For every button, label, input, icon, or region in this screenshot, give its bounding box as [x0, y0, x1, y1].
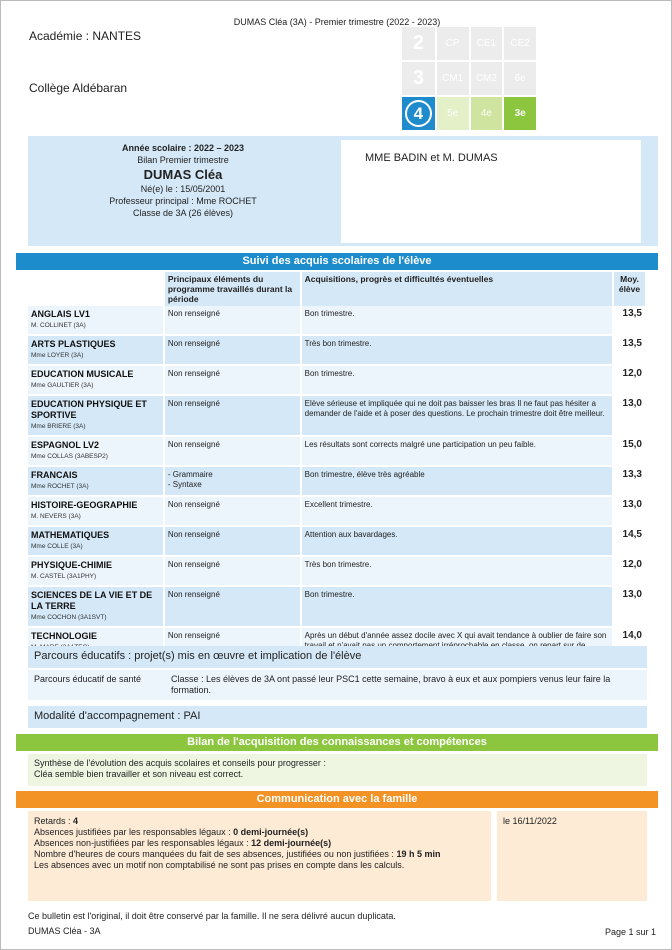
- level-cell: CE2: [504, 27, 536, 60]
- document-title: DUMAS Cléa (3A) - Premier trimestre (2022 - 2023): [233, 17, 441, 27]
- birth-date: Né(e) le : 15/05/2001: [140, 184, 226, 194]
- header-average: Moy. élève: [613, 272, 646, 306]
- teacher-comment: Très bon trimestre.: [301, 335, 613, 365]
- subject-teacher: Mme COCHON (3A1SVT): [31, 614, 107, 621]
- subject-cell: [28, 395, 164, 436]
- subject-name: HISTOIRE-GEOGRAPHIE: [31, 500, 138, 510]
- subject-teacher: Mme GAULTIER (3A): [31, 382, 94, 389]
- absences-unjustified-line: [34, 838, 485, 849]
- teacher-comment: Attention aux bavardages.: [301, 526, 613, 556]
- level-cell: CP: [437, 27, 469, 60]
- cycle-number: 2: [402, 27, 435, 60]
- header-blank: [28, 272, 164, 306]
- parcours-header: Parcours éducatifs : projet(s) mis en œuvre et implication de l'élève: [28, 646, 647, 668]
- cycle-grid: [402, 27, 538, 132]
- subject-name: ESPAGNOL LV2: [31, 440, 100, 450]
- subject-row: [28, 496, 646, 526]
- program-elements: Non renseigné: [164, 496, 301, 526]
- teacher-comment: Bon trimestre, élève très agréable: [301, 466, 613, 496]
- subject-average: 13,0: [613, 496, 646, 526]
- cycle-row-2: [402, 27, 538, 60]
- grades-header-row: [28, 272, 646, 306]
- subject-row: [28, 526, 646, 556]
- level-cell: 4e: [471, 97, 503, 130]
- header-acquisitions: Acquisitions, progrès et difficultés éventuelles: [301, 272, 613, 306]
- communication-banner: Communication avec la famille: [16, 791, 658, 808]
- program-elements: Non renseigné: [164, 306, 301, 335]
- subject-name: ANGLAIS LV1: [31, 309, 90, 319]
- footer-student: DUMAS Cléa - 3A: [28, 926, 101, 936]
- subject-name: ARTS PLASTIQUES: [31, 339, 116, 349]
- absences-justified-value: 0 demi-journée(s): [233, 827, 309, 837]
- program-elements: Non renseigné: [164, 586, 301, 627]
- cycle-row-3: [402, 62, 538, 95]
- active-cycle-badge: [402, 97, 435, 130]
- subject-name: EDUCATION MUSICALE: [31, 369, 134, 379]
- subject-average: 13,3: [613, 466, 646, 496]
- subject-name: SCIENCES DE LA VIE ET DE LA TERRE: [31, 590, 153, 611]
- program-elements: Non renseigné: [164, 436, 301, 466]
- bilan-box: [28, 754, 647, 786]
- retards-line: [34, 816, 485, 827]
- subject-row: [28, 436, 646, 466]
- header-elements: Principaux éléments du programme travaillés durant la période: [164, 272, 301, 306]
- footer-original-notice: Ce bulletin est l'original, il doit être conservé par la famille. Il ne sera délivré aucun duplicata.: [28, 911, 396, 921]
- page-number: Page 1 sur 1: [604, 927, 656, 937]
- absences-justified-label: Absences justifiées par les responsables légaux :: [34, 827, 234, 837]
- parcours-label: Parcours éducatif de santé: [34, 674, 142, 684]
- subject-cell: [28, 306, 164, 335]
- missed-hours-value: 19 h 5 min: [396, 849, 441, 859]
- teacher-comment: Bon trimestre.: [301, 365, 613, 395]
- subject-average: 12,0: [613, 365, 646, 395]
- subject-cell: [28, 586, 164, 627]
- program-elements: - Grammaire - Syntaxe: [164, 466, 301, 496]
- modalite-accompagnement: Modalité d'accompagnement : PAI: [28, 706, 647, 728]
- parcours-row: [28, 670, 647, 700]
- subject-average: 13,5: [613, 335, 646, 365]
- bilan-line-1: Synthèse de l'évolution des acquis scolaires et conseils pour progresser :: [34, 758, 326, 768]
- main-teacher: Professeur principal : Mme ROCHET: [109, 196, 257, 206]
- subject-cell: [28, 436, 164, 466]
- subject-teacher: Mme COLLAS (3ABESP2): [31, 453, 108, 460]
- grades-table: [28, 272, 647, 666]
- subject-teacher: Mme COLLE (3A): [31, 543, 83, 550]
- absences-unjustified-label: Absences non-justifiées par les responsables légaux :: [34, 838, 252, 848]
- school-year: Année scolaire : 2022 – 2023: [121, 143, 245, 153]
- bilan-line-2: Cléa semble bien travailler et son niveau est correct.: [34, 769, 244, 779]
- college-name: Collège Aldébaran: [29, 81, 128, 95]
- missed-hours-line: [34, 849, 485, 860]
- subject-row: [28, 586, 646, 627]
- retards-label: Retards :: [34, 816, 74, 826]
- bilan-banner: Bilan de l'acquisition des connaissances et compétences: [16, 734, 658, 751]
- subject-name: TECHNOLOGIE: [31, 631, 98, 641]
- student-info: [28, 142, 338, 219]
- teacher-comment: Après un début d'année assez docile avec X qui avait tendance à oublier de faire son: [301, 627, 613, 665]
- subject-teacher: Mme LOYER (3A): [31, 352, 84, 359]
- program-elements: Non renseigné: [164, 335, 301, 365]
- parents-box: MME BADIN et M. DUMAS: [341, 140, 641, 243]
- teacher-comment: Excellent trimestre.: [301, 496, 613, 526]
- teacher-comment: Très bon trimestre.: [301, 556, 613, 586]
- subject-average: 14,0: [613, 627, 646, 665]
- subject-teacher: M. COLLINET (3A): [31, 322, 86, 329]
- level-cell: 5e: [437, 97, 469, 130]
- program-elements: Non renseigné: [164, 526, 301, 556]
- active-level-cell: 3e: [504, 97, 536, 130]
- subject-name: MATHEMATIQUES: [31, 530, 110, 540]
- parcours-text: Classe : Les élèves de 3A ont passé leur PSC1 cette semaine, bravo à eux et aux pompiers venus leur faire la formation.: [171, 674, 611, 695]
- subject-row: [28, 556, 646, 586]
- missed-hours-label: Nombre d'heures de cours manquées du fait de ses absences, justifiées ou non justifiées :: [34, 849, 397, 859]
- period-label: Bilan Premier trimestre: [137, 155, 229, 165]
- program-elements: Non renseigné: [164, 556, 301, 586]
- subject-teacher: M. CASTEL (3A1PHY): [31, 573, 97, 580]
- subject-name: FRANCAIS: [31, 470, 78, 480]
- program-elements: Non renseigné: [164, 395, 301, 436]
- active-cycle-number: 4: [405, 100, 432, 127]
- subject-teacher: M. NEVERS (3A): [31, 513, 81, 520]
- level-cell: 6e: [504, 62, 536, 95]
- level-cell: CM1: [437, 62, 469, 95]
- absences-unjustified-value: 12 demi-journée(s): [251, 838, 332, 848]
- suivi-banner: Suivi des acquis scolaires de l'élève: [16, 253, 658, 270]
- subject-average: 13,0: [613, 395, 646, 436]
- subject-cell: [28, 526, 164, 556]
- cycle-row-4: [402, 97, 538, 130]
- communication-date: le 16/11/2022: [503, 816, 557, 826]
- program-elements: Non renseigné: [164, 365, 301, 395]
- subject-average: 15,0: [613, 436, 646, 466]
- subject-row: [28, 306, 646, 335]
- student-name: DUMAS Cléa: [143, 167, 223, 182]
- level-cell: CM2: [471, 62, 503, 95]
- subject-teacher: Mme ROCHET (3A): [31, 483, 89, 490]
- teacher-comment: Les résultats sont corrects malgré une participation un peu faible.: [301, 436, 613, 466]
- teacher-comment: Bon trimestre.: [301, 306, 613, 335]
- absences-note: Les absences avec un motif non comptabilisé ne sont pas prises en compte dans les calculs.: [34, 860, 405, 870]
- subject-cell: [28, 365, 164, 395]
- subject-average: 13,5: [613, 306, 646, 335]
- subject-name: PHYSIQUE-CHIMIE: [31, 560, 113, 570]
- teacher-comment: Bon trimestre.: [301, 586, 613, 627]
- program-elements: Non renseigné: [164, 627, 301, 665]
- subject-cell: [28, 335, 164, 365]
- subject-average: 12,0: [613, 556, 646, 586]
- class-label: Classe de 3A (26 élèves): [132, 208, 234, 218]
- subject-row: [28, 466, 646, 496]
- subject-row: [28, 335, 646, 365]
- absences-justified-line: [34, 827, 485, 838]
- cycle-number: 3: [402, 62, 435, 95]
- retards-value: 4: [73, 816, 79, 826]
- attendance-box: [28, 811, 491, 901]
- subject-cell: [28, 496, 164, 526]
- level-cell: CE1: [471, 27, 503, 60]
- teacher-comment: Elève sérieuse et impliquée qui ne doit pas baisser les bras Il ne faut pas hésiter a demander de l'aide et à poser des questions. Le prochain trimestre doit être meilleur.: [301, 395, 613, 436]
- academie-label: Académie : NANTES: [29, 29, 142, 43]
- subject-average: 14,5: [613, 526, 646, 556]
- subject-cell: [28, 556, 164, 586]
- communication-date-box: [497, 811, 647, 901]
- subject-cell: [28, 466, 164, 496]
- subject-row: [28, 365, 646, 395]
- subject-average: 13,0: [613, 586, 646, 627]
- subject-teacher: Mme BRIERE (3A): [31, 423, 86, 430]
- subject-name: EDUCATION PHYSIQUE ET SPORTIVE: [31, 399, 147, 420]
- subject-row: [28, 395, 646, 436]
